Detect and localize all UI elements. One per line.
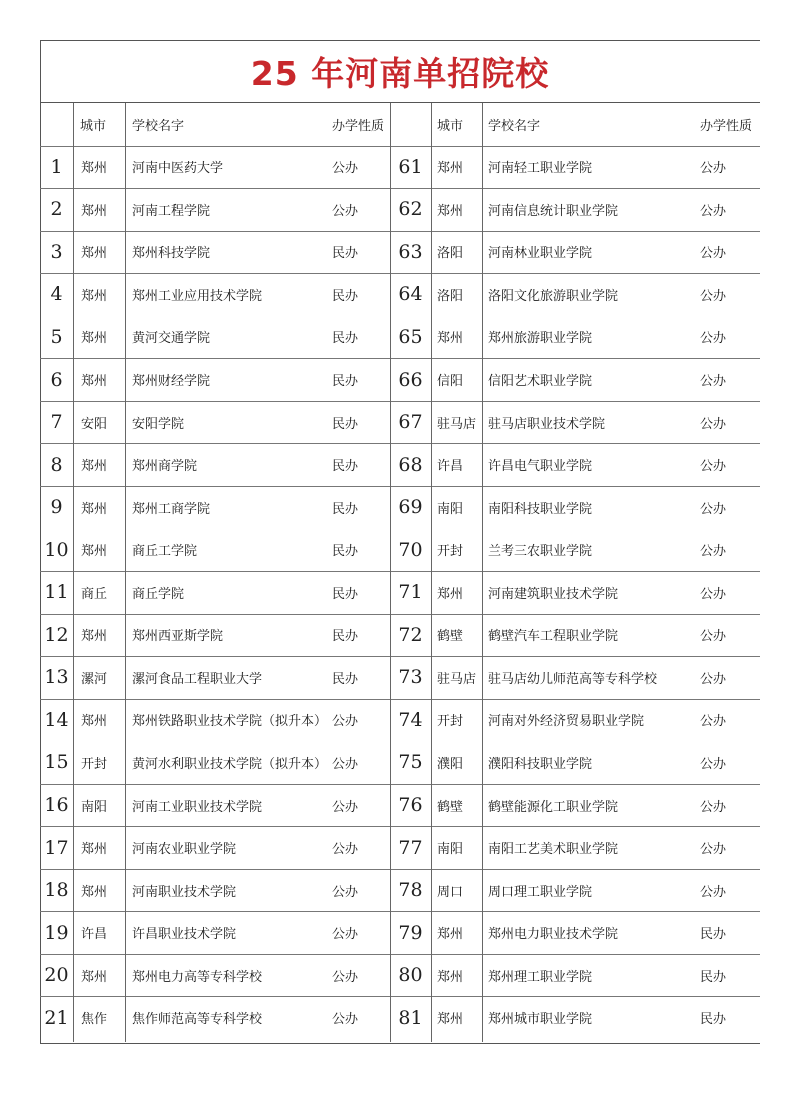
school-cell: 河南农业职业学院 (132, 842, 237, 858)
school-cell: 河南职业技术学院 (132, 884, 237, 900)
city-cell: 郑州 (81, 842, 108, 858)
city-cell: 洛阳 (437, 288, 464, 304)
school-cell: 郑州科技学院 (132, 246, 211, 262)
city-cell: 郑州 (437, 331, 464, 347)
row-number: 8 (50, 453, 63, 476)
city-cell: 郑州 (81, 203, 108, 219)
school-cell: 鹤壁能源化工职业学院 (488, 799, 619, 815)
row-number: 20 (44, 964, 69, 987)
city-cell: 洛阳 (437, 246, 464, 262)
row-number: 5 (50, 325, 63, 348)
school-cell: 河南中医药大学 (132, 161, 224, 177)
city-cell: 郑州 (81, 288, 108, 304)
school-cell: 河南轻工职业学院 (488, 161, 593, 177)
city-cell: 鹤壁 (437, 629, 464, 645)
type-cell: 公办 (700, 714, 727, 730)
type-cell: 公办 (700, 246, 727, 262)
type-cell: 民办 (332, 544, 359, 560)
row-number: 69 (398, 496, 423, 519)
type-cell: 民办 (332, 459, 359, 475)
city-cell: 郑州 (437, 1012, 464, 1028)
page-title: 25 年河南单招院校 (40, 40, 760, 103)
city-cell: 郑州 (437, 161, 464, 177)
city-cell: 郑州 (437, 203, 464, 219)
row-number: 6 (50, 368, 63, 391)
city-cell: 郑州 (437, 969, 464, 985)
school-cell: 河南对外经济贸易职业学院 (488, 714, 645, 730)
table-header-row (40, 103, 760, 147)
type-cell: 公办 (700, 586, 727, 602)
school-cell: 郑州电力高等专科学校 (132, 969, 263, 985)
row-number: 14 (44, 708, 69, 731)
city-cell: 鹤壁 (437, 799, 464, 815)
type-cell: 公办 (700, 288, 727, 304)
city-cell: 郑州 (437, 586, 464, 602)
header-left-school: 学校名字 (132, 118, 185, 134)
row-number: 63 (398, 240, 423, 263)
city-cell: 开封 (437, 714, 464, 730)
header-left-city: 城市 (80, 118, 107, 134)
table-row (40, 826, 760, 870)
type-cell: 民办 (332, 288, 359, 304)
school-cell: 兰考三农职业学院 (488, 544, 593, 560)
table-row (40, 614, 760, 658)
row-number: 75 (398, 751, 423, 774)
type-cell: 民办 (700, 927, 727, 943)
city-cell: 驻马店 (437, 671, 477, 687)
school-cell: 郑州西亚斯学院 (132, 629, 224, 645)
type-cell: 民办 (332, 671, 359, 687)
city-cell: 南阳 (437, 842, 464, 858)
city-cell: 南阳 (81, 799, 108, 815)
type-cell: 公办 (700, 416, 727, 432)
row-number: 19 (44, 921, 69, 944)
school-cell: 安阳学院 (132, 416, 185, 432)
row-number: 4 (50, 283, 63, 306)
table-row (40, 443, 760, 487)
row-number: 21 (44, 1006, 69, 1029)
row-number: 78 (398, 879, 423, 902)
type-cell: 公办 (332, 799, 359, 815)
type-cell: 公办 (332, 884, 359, 900)
type-cell: 公办 (700, 374, 727, 390)
row-number: 66 (398, 368, 423, 391)
city-cell: 漯河 (81, 671, 108, 687)
school-cell: 郑州铁路职业技术学院（拟升本） (132, 714, 328, 730)
row-number: 70 (398, 538, 423, 561)
row-number: 13 (44, 666, 69, 689)
column-divider (73, 103, 74, 1042)
city-cell: 许昌 (81, 927, 108, 943)
school-cell: 驻马店职业技术学院 (488, 416, 606, 432)
school-cell: 南阳工艺美术职业学院 (488, 842, 619, 858)
type-cell: 公办 (700, 544, 727, 560)
city-cell: 郑州 (81, 544, 108, 560)
row-number: 2 (50, 198, 63, 221)
row-number: 76 (398, 794, 423, 817)
table-row (40, 358, 760, 402)
type-cell: 公办 (332, 1012, 359, 1028)
row-number: 77 (398, 836, 423, 859)
city-cell: 郑州 (81, 884, 108, 900)
city-cell: 许昌 (437, 459, 464, 475)
school-cell: 黄河水利职业技术学院（拟升本） (132, 756, 328, 772)
school-cell: 郑州商学院 (132, 459, 198, 475)
type-cell: 公办 (700, 331, 727, 347)
type-cell: 民办 (332, 629, 359, 645)
school-cell: 黄河交通学院 (132, 331, 211, 347)
type-cell: 公办 (332, 927, 359, 943)
school-cell: 河南工业职业技术学院 (132, 799, 263, 815)
row-number: 9 (50, 496, 63, 519)
type-cell: 公办 (332, 756, 359, 772)
type-cell: 民办 (332, 501, 359, 517)
row-number: 79 (398, 921, 423, 944)
city-cell: 商丘 (81, 586, 108, 602)
row-number: 7 (50, 411, 63, 434)
city-cell: 南阳 (437, 501, 464, 517)
city-cell: 开封 (81, 756, 108, 772)
type-cell: 民办 (700, 1012, 727, 1028)
school-cell: 驻马店幼儿师范高等专科学校 (488, 671, 658, 687)
row-number: 10 (44, 538, 69, 561)
row-number: 3 (50, 240, 63, 263)
row-number: 80 (398, 964, 423, 987)
type-cell: 民办 (332, 374, 359, 390)
city-cell: 郑州 (81, 969, 108, 985)
table-row (40, 571, 760, 615)
school-cell: 许昌职业技术学院 (132, 927, 237, 943)
row-number: 18 (44, 879, 69, 902)
row-number: 61 (398, 155, 423, 178)
city-cell: 开封 (437, 544, 464, 560)
table-row (40, 188, 760, 232)
table-row (40, 656, 760, 700)
table-row (40, 231, 760, 275)
table-row (40, 146, 760, 190)
school-cell: 焦作师范高等专科学校 (132, 1012, 263, 1028)
type-cell: 公办 (700, 884, 727, 900)
school-cell: 南阳科技职业学院 (488, 501, 593, 517)
type-cell: 公办 (332, 714, 359, 730)
school-cell: 郑州工商学院 (132, 501, 211, 517)
school-cell: 信阳艺术职业学院 (488, 374, 593, 390)
school-cell: 郑州财经学院 (132, 374, 211, 390)
row-number: 67 (398, 411, 423, 434)
row-number: 81 (398, 1006, 423, 1029)
row-number: 12 (44, 623, 69, 646)
type-cell: 公办 (700, 203, 727, 219)
table-row (40, 486, 760, 529)
table-row (40, 997, 760, 1040)
city-cell: 周口 (437, 884, 464, 900)
column-divider (390, 103, 391, 1042)
city-cell: 郑州 (437, 927, 464, 943)
header-right-type: 办学性质 (700, 118, 753, 134)
city-cell: 郑州 (81, 714, 108, 730)
row-number: 73 (398, 666, 423, 689)
table-row (40, 954, 760, 998)
row-number: 62 (398, 198, 423, 221)
header-right-school: 学校名字 (488, 118, 541, 134)
type-cell: 公办 (700, 756, 727, 772)
school-cell: 周口理工职业学院 (488, 884, 593, 900)
column-divider (482, 103, 483, 1042)
type-cell: 公办 (700, 459, 727, 475)
table-row (40, 699, 760, 742)
table-row (40, 784, 760, 828)
city-cell: 郑州 (81, 246, 108, 262)
city-cell: 驻马店 (437, 416, 477, 432)
city-cell: 郑州 (81, 331, 108, 347)
type-cell: 民办 (332, 246, 359, 262)
type-cell: 公办 (700, 629, 727, 645)
school-cell: 濮阳科技职业学院 (488, 756, 593, 772)
school-cell: 郑州工业应用技术学院 (132, 288, 263, 304)
header-right-num (390, 103, 432, 146)
row-number: 11 (44, 581, 69, 604)
type-cell: 公办 (332, 969, 359, 985)
school-cell: 许昌电气职业学院 (488, 459, 593, 475)
row-number: 71 (398, 581, 423, 604)
row-number: 74 (398, 708, 423, 731)
type-cell: 公办 (700, 501, 727, 517)
row-number: 65 (398, 325, 423, 348)
type-cell: 民办 (332, 331, 359, 347)
type-cell: 公办 (332, 203, 359, 219)
row-number: 68 (398, 453, 423, 476)
column-divider (431, 103, 432, 1042)
header-right-city: 城市 (437, 118, 464, 134)
school-cell: 漯河食品工程职业大学 (132, 671, 263, 687)
type-cell: 民办 (332, 416, 359, 432)
type-cell: 公办 (332, 842, 359, 858)
school-cell: 商丘学院 (132, 586, 185, 602)
header-left-num (40, 103, 72, 146)
row-number: 72 (398, 623, 423, 646)
table-row (40, 528, 760, 572)
school-list-sheet (40, 40, 760, 1043)
type-cell: 公办 (700, 671, 727, 687)
table-row (40, 401, 760, 445)
school-cell: 河南工程学院 (132, 203, 211, 219)
table-row (40, 911, 760, 955)
school-cell: 鹤壁汽车工程职业学院 (488, 629, 619, 645)
type-cell: 民办 (332, 586, 359, 602)
city-cell: 焦作 (81, 1012, 108, 1028)
school-cell: 河南建筑职业技术学院 (488, 586, 619, 602)
type-cell: 公办 (700, 161, 727, 177)
city-cell: 郑州 (81, 374, 108, 390)
column-divider (125, 103, 126, 1042)
city-cell: 郑州 (81, 629, 108, 645)
school-cell: 郑州理工职业学院 (488, 969, 593, 985)
school-cell: 河南信息统计职业学院 (488, 203, 619, 219)
city-cell: 信阳 (437, 374, 464, 390)
header-left-type: 办学性质 (332, 118, 385, 134)
school-cell: 郑州电力职业技术学院 (488, 927, 619, 943)
school-cell: 河南林业职业学院 (488, 246, 593, 262)
city-cell: 郑州 (81, 501, 108, 517)
type-cell: 公办 (700, 799, 727, 815)
type-cell: 公办 (700, 842, 727, 858)
table-row (40, 869, 760, 913)
city-cell: 安阳 (81, 416, 108, 432)
city-cell: 郑州 (81, 459, 108, 475)
city-cell: 郑州 (81, 161, 108, 177)
table-row (40, 273, 760, 316)
table-row (40, 316, 760, 360)
type-cell: 民办 (700, 969, 727, 985)
row-number: 16 (44, 794, 69, 817)
type-cell: 公办 (332, 161, 359, 177)
city-cell: 濮阳 (437, 756, 464, 772)
school-cell: 洛阳文化旅游职业学院 (488, 288, 619, 304)
row-number: 1 (50, 155, 63, 178)
school-cell: 商丘工学院 (132, 544, 198, 560)
row-number: 15 (44, 751, 69, 774)
row-number: 64 (398, 283, 423, 306)
school-cell: 郑州城市职业学院 (488, 1012, 593, 1028)
table-row (40, 741, 760, 785)
school-cell: 郑州旅游职业学院 (488, 331, 593, 347)
row-number: 17 (44, 836, 69, 859)
